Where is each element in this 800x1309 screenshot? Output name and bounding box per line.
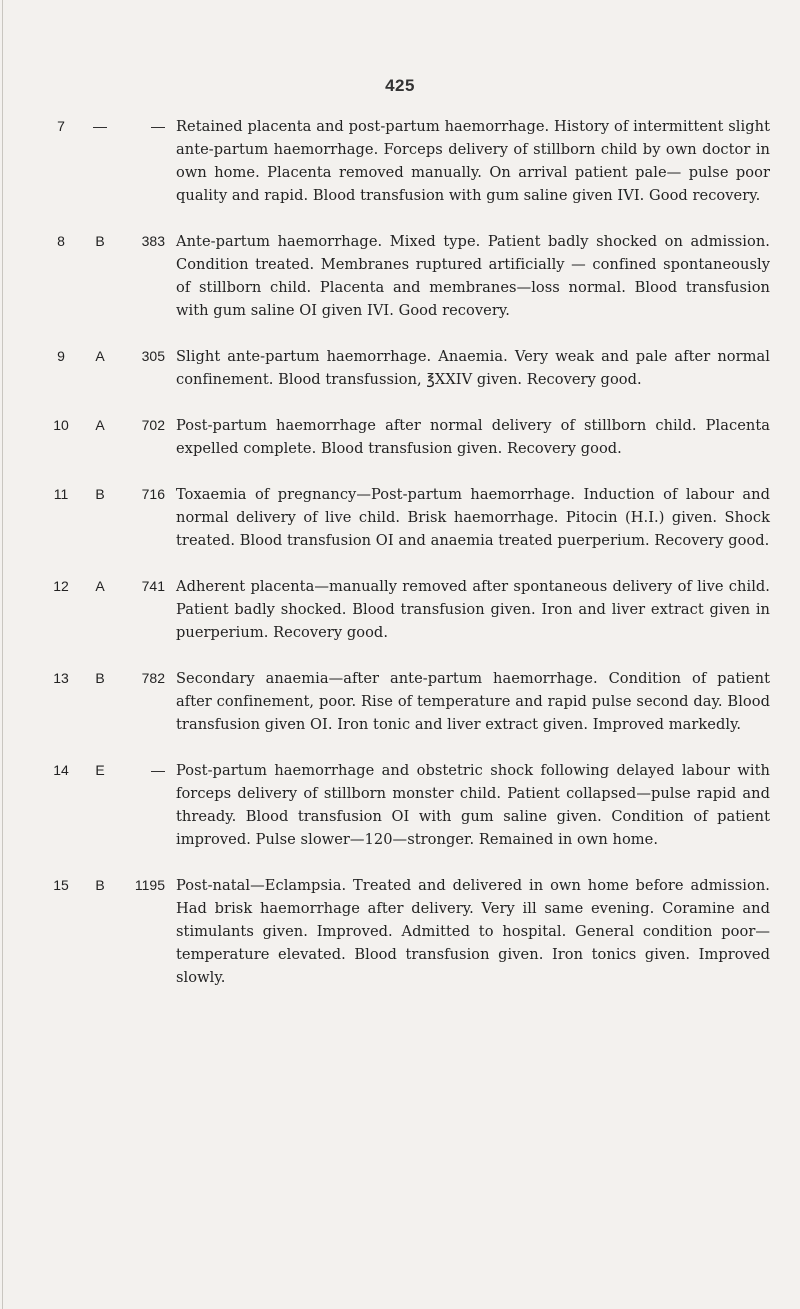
page-number: 425	[385, 76, 415, 95]
case-number: 8	[57, 233, 65, 249]
case-description: Retained placenta and post-partum haemorrhage. History of intermittent slight ante-partum haemorrhage. Forceps delivery of stillborn child by own doctor in own home. Placenta removed manually. On arrival patient pale— pulse poor quality and rapid. Blood transfusion with gum saline given IVI. Good recovery.	[176, 118, 770, 204]
case-number: 10	[53, 417, 69, 433]
case-description: Toxaemia of pregnancy—Post-partum haemorrhage. Induction of labour and normal delivery of live child. Brisk haemorrhage. Pitocin (H.I.) given. Shock treated. Blood transfusion OI and anaemia treated puerperium. Recovery good.	[176, 486, 770, 549]
case-class: B	[95, 486, 105, 502]
case-class: E	[95, 762, 105, 778]
case-reference: —	[151, 118, 165, 134]
case-description: Secondary anaemia—after ante-partum haemorrhage. Condition of patient after confinement, poor. Rise of temperature and rapid pulse second day. Blood transfusion given OI. Iron tonic and liver extract given. Improved markedly.	[176, 670, 770, 733]
case-reference: 782	[141, 670, 165, 686]
case-description: Post-partum haemorrhage and obstetric shock following delayed labour with forceps delivery of stillborn monster child. Patient collapsed—pulse rapid and thready. Blood transfusion OI with gum saline given. Condition of patient improved. Pulse slower—120—stronger. Remained in own home.	[176, 762, 770, 848]
case-reference: 383	[141, 233, 165, 249]
case-reference: 716	[141, 486, 165, 502]
case-number: 7	[57, 118, 65, 134]
case-description: Post-natal—Eclampsia. Treated and delivered in own home before admission. Had brisk haemorrhage after delivery. Very ill same evening. Coramine and stimulants given. Improved. Admitted to hospital. General condition poor—temperature elevated. Blood transfusion given. Iron tonics given. Improved slowly.	[176, 877, 770, 986]
case-reference: 741	[141, 578, 165, 594]
case-class: B	[95, 877, 105, 893]
case-description: Slight ante-partum haemorrhage. Anaemia. Very weak and pale after normal confinement. Blood transfussion, ℥XXIV given. Recovery good.	[176, 348, 770, 388]
case-number: 11	[53, 486, 69, 502]
case-class: B	[95, 233, 105, 249]
case-class: —	[93, 118, 107, 134]
case-entry-11	[0, 483, 800, 552]
case-number: 14	[53, 762, 69, 778]
case-class: A	[95, 417, 105, 433]
case-number: 13	[53, 670, 69, 686]
case-class: B	[95, 670, 105, 686]
case-description: Adherent placenta—manually removed after spontaneous delivery of live child. Patient badly shocked. Blood transfusion given. Iron and liver extract given in puerperium. Recovery good.	[176, 578, 770, 641]
case-class: A	[95, 578, 105, 594]
case-reference: 1195	[134, 877, 165, 893]
case-entry-14	[0, 759, 800, 851]
case-entry-15	[0, 874, 800, 989]
case-entry-13	[0, 667, 800, 736]
case-list	[0, 115, 800, 1012]
case-reference: —	[151, 762, 165, 778]
case-entry-12	[0, 575, 800, 644]
case-number: 15	[53, 877, 69, 893]
case-reference: 305	[141, 348, 165, 364]
case-class: A	[95, 348, 105, 364]
case-description: Post-partum haemorrhage after normal delivery of stillborn child. Placenta expelled complete. Blood transfusion given. Recovery good.	[176, 417, 770, 457]
case-number: 9	[57, 348, 65, 364]
case-entry-8	[0, 230, 800, 322]
case-entry-7	[0, 115, 800, 207]
case-entry-10	[0, 414, 800, 460]
case-entry-9	[0, 345, 800, 391]
case-description: Ante-partum haemorrhage. Mixed type. Patient badly shocked on admission. Condition treated. Membranes ruptured artificially — confined spontaneously of stillborn child. Placenta and membranes—loss normal. Blood transfusion with gum saline OI given IVI. Good recovery.	[176, 233, 770, 319]
case-reference: 702	[141, 417, 165, 433]
case-number: 12	[53, 578, 69, 594]
